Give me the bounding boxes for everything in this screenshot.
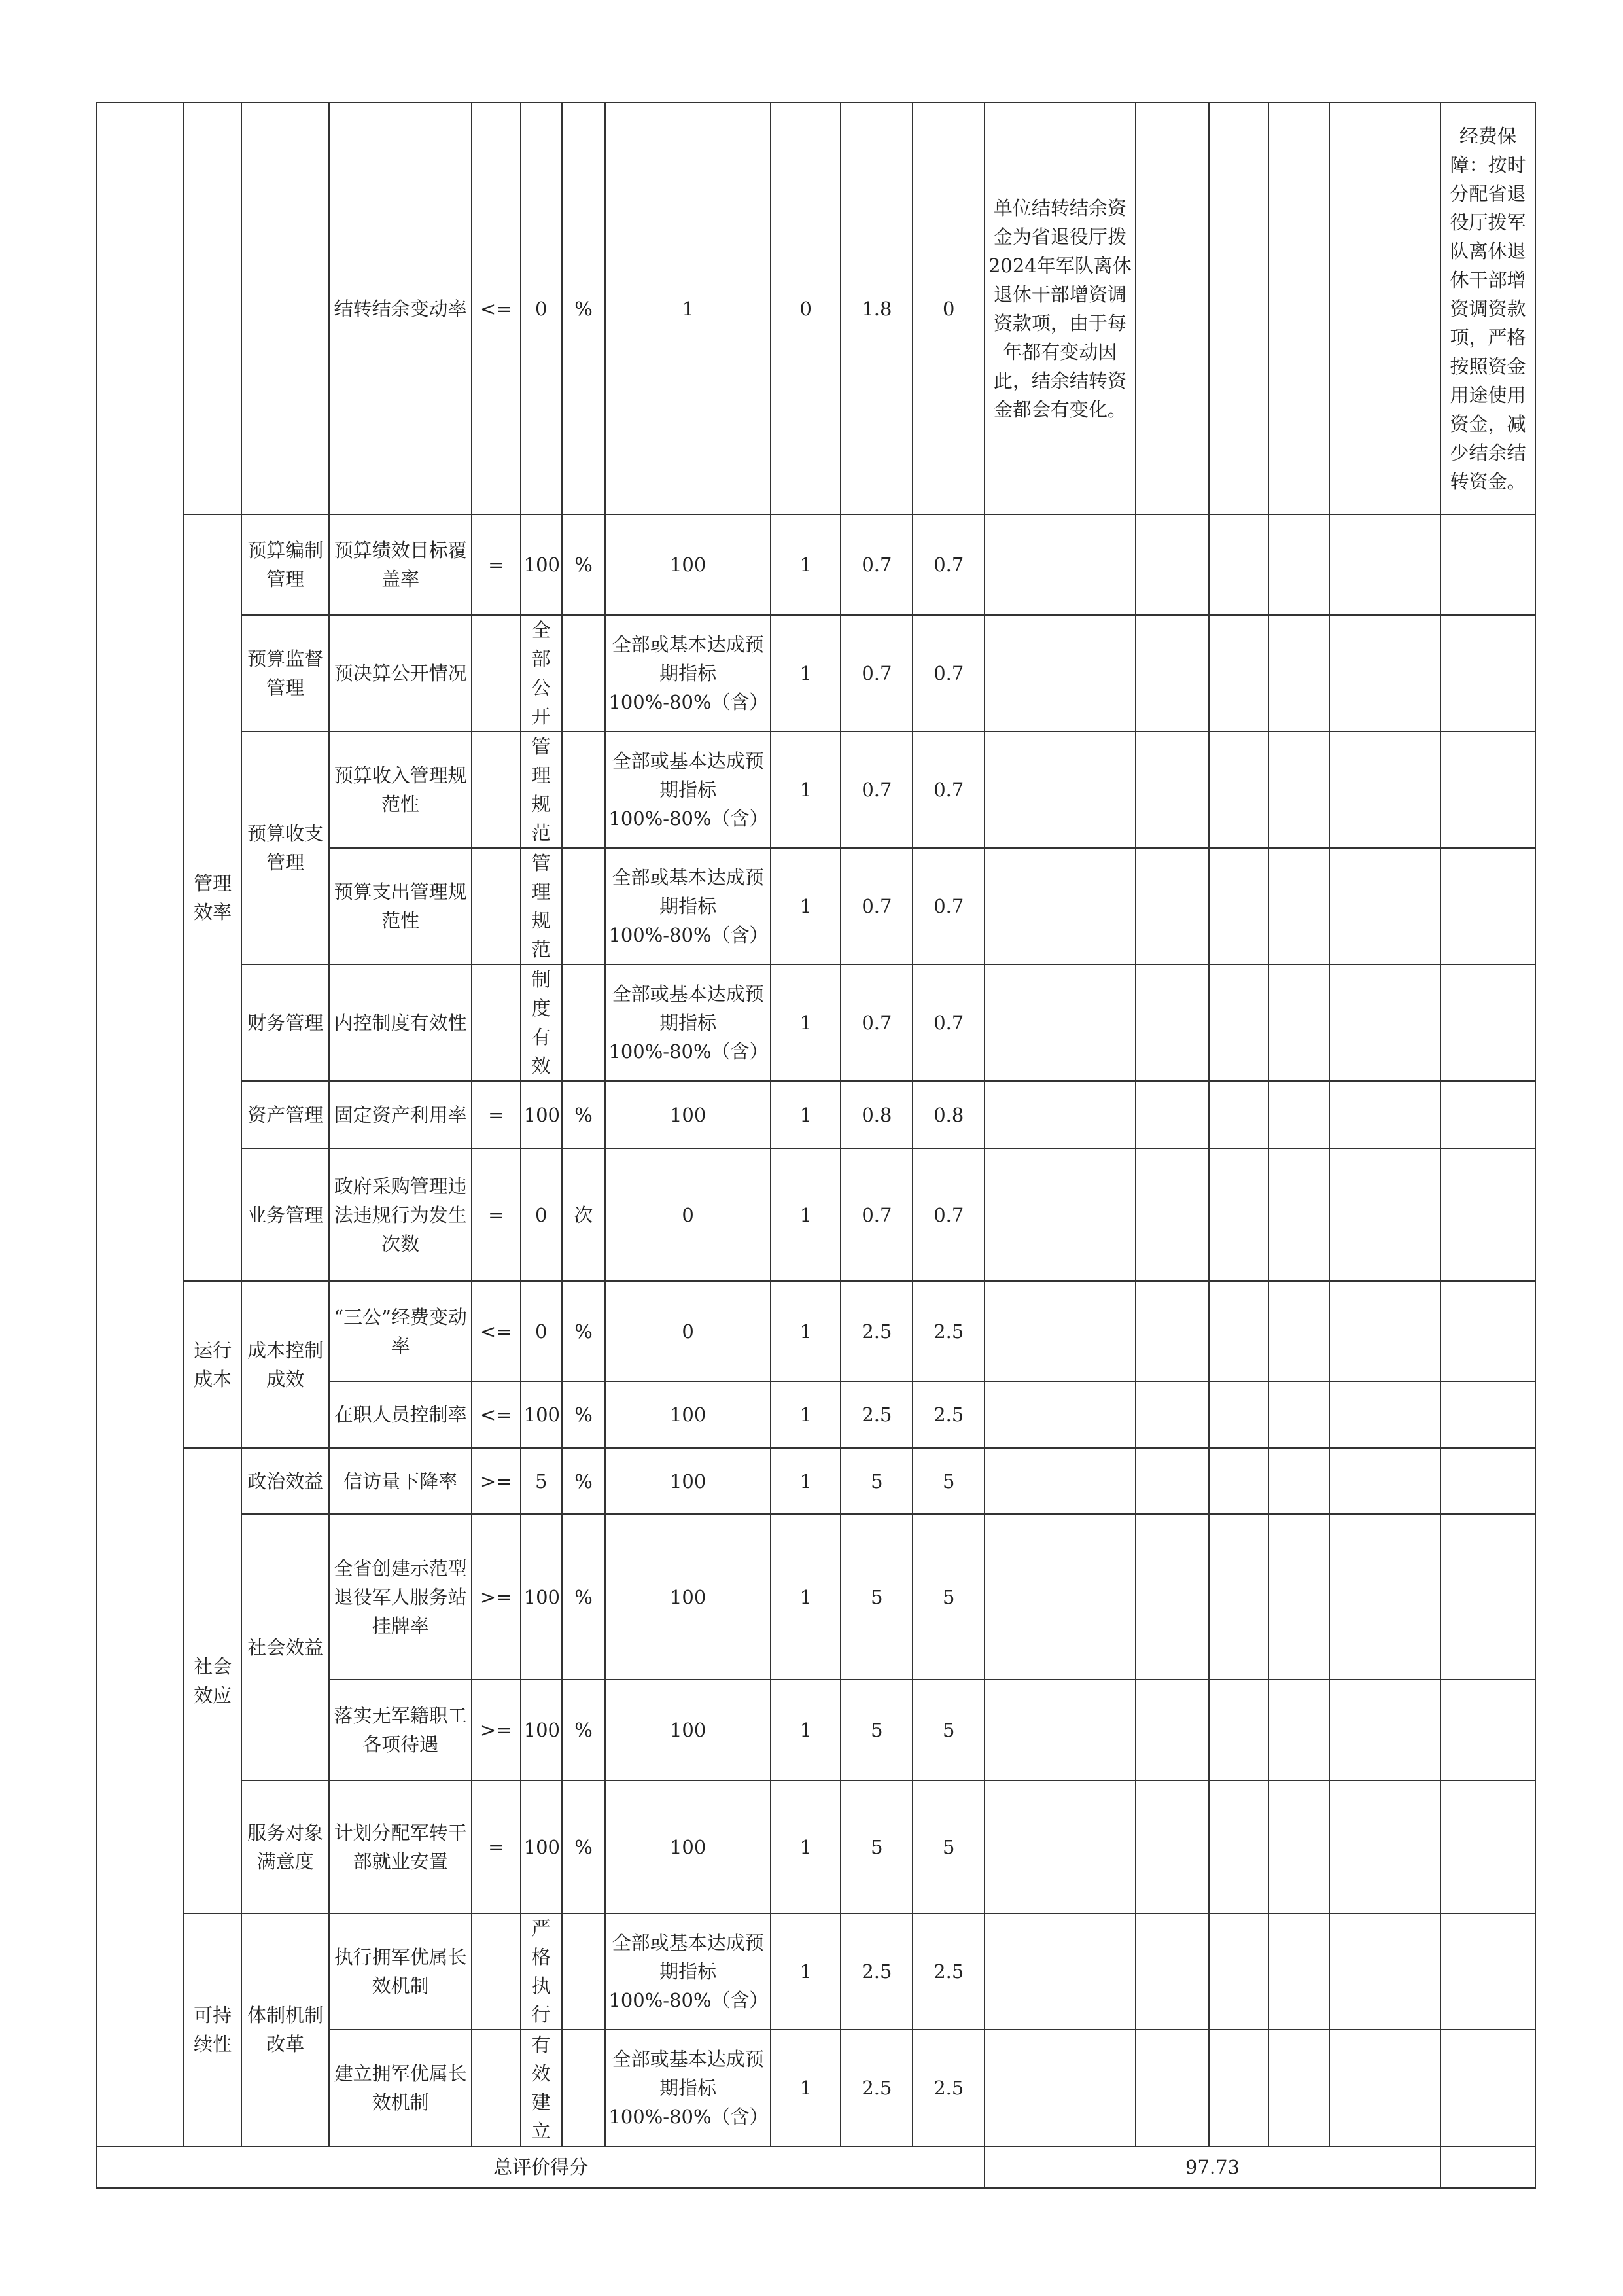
deviation-reason: 单位结转结余资金为省退役厅拨2024年军队离休退休干部增资调资款项，由于每年都有变动因此，结余结转资金都会有变化。 [985,103,1135,514]
indicator-name: 内控制度有效性 [329,964,471,1081]
group-label-social: 社会效应 [184,1448,241,1913]
table-row [97,1514,1535,1680]
actual-cell: 1.8 [841,103,913,514]
weight-cell: 0 [771,103,841,514]
score-standard: 0 [605,1148,771,1281]
target-value: 0 [521,1281,562,1381]
unit-cell: % [562,1281,606,1381]
table-row [97,964,1535,1081]
actual-cell: 0.7 [841,848,913,964]
indicator-name: 执行拥军优属长效机制 [329,1913,471,2030]
score-standard: 100 [605,1514,771,1680]
actual-cell: 0.8 [841,1081,913,1148]
table-row [97,1448,1535,1514]
target-value: 严格执行 [521,1913,562,2030]
unit-cell: % [562,1514,606,1680]
indicator-name: 预决算公开情况 [329,615,471,732]
score-got-cell: 5 [913,1514,985,1680]
indicator-name: 预算收入管理规范性 [329,732,471,848]
score-got-cell: 0.7 [913,615,985,732]
unit-cell: % [562,1448,606,1514]
score-standard: 0 [605,1281,771,1381]
operator-cell: <= [472,1381,521,1448]
operator-cell: = [472,514,521,615]
score-got-cell: 0.7 [913,964,985,1081]
group-label-management: 管理效率 [184,514,241,1281]
weight-cell: 1 [771,848,841,964]
unit-cell: % [562,514,606,615]
weight-cell: 1 [771,1780,841,1913]
target-value: 100 [521,514,562,615]
unit-cell: % [562,1381,606,1448]
table-row [97,732,1535,848]
indicator-name: 信访量下降率 [329,1448,471,1514]
unit-cell: % [562,1780,606,1913]
actual-cell: 0.7 [841,964,913,1081]
level3-cell [241,103,329,514]
operator-cell: = [472,1780,521,1913]
unit-cell: 次 [562,1148,606,1281]
weight-cell: 1 [771,1448,841,1514]
actual-cell: 5 [841,1514,913,1680]
indicator-name: 结转结余变动率 [329,103,471,514]
score-got-cell: 2.5 [913,1913,985,2030]
target-value: 5 [521,1448,562,1514]
weight-cell: 1 [771,1514,841,1680]
indicator-name: 政府采购管理违法违规行为发生次数 [329,1148,471,1281]
actual-cell: 5 [841,1680,913,1780]
weight-cell: 1 [771,1281,841,1381]
score-standard: 全部或基本达成预期指标100%-80%（含） [605,2030,771,2146]
operator-cell: >= [472,1514,521,1680]
unit-cell: % [562,1081,606,1148]
weight-cell: 1 [771,1680,841,1780]
actual-cell: 2.5 [841,2030,913,2146]
level3-cell: 体制机制改革 [241,1913,329,2146]
table-row [97,103,1535,514]
target-value: 0 [521,103,562,514]
score-got-cell: 2.5 [913,2030,985,2146]
table-row [97,1780,1535,1913]
indicator-name: 全省创建示范型退役军人服务站挂牌率 [329,1514,471,1680]
actual-cell: 2.5 [841,1913,913,2030]
level3-cell: 预算监督管理 [241,615,329,732]
target-value: 100 [521,1514,562,1680]
weight-cell: 1 [771,514,841,615]
operator-cell: >= [472,1680,521,1780]
target-value: 有效建立 [521,2030,562,2146]
total-row [97,2146,1535,2188]
weight-cell: 1 [771,1148,841,1281]
operator-cell: = [472,1081,521,1148]
target-value: 100 [521,1780,562,1913]
score-got-cell: 2.5 [913,1381,985,1448]
level3-cell: 业务管理 [241,1148,329,1281]
indicator-name: 落实无军籍职工各项待遇 [329,1680,471,1780]
indicator-name: 预算支出管理规范性 [329,848,471,964]
score-standard: 1 [605,103,771,514]
operator-cell: <= [472,1281,521,1381]
score-standard: 100 [605,1780,771,1913]
score-standard: 全部或基本达成预期指标100%-80%（含） [605,615,771,732]
score-standard: 全部或基本达成预期指标100%-80%（含） [605,1913,771,2030]
score-got-cell: 0.8 [913,1081,985,1148]
score-standard: 100 [605,1680,771,1780]
level3-cell: 财务管理 [241,964,329,1081]
actual-cell: 5 [841,1448,913,1514]
operator-cell: >= [472,1448,521,1514]
level1-cell [97,103,184,2146]
target-value: 管理规范 [521,732,562,848]
level3-cell: 成本控制成效 [241,1281,329,1448]
level3-cell: 资产管理 [241,1081,329,1148]
group-label-operation: 运行成本 [184,1281,241,1448]
table-row [97,1081,1535,1148]
actual-cell: 0.7 [841,1148,913,1281]
level3-cell: 社会效益 [241,1514,329,1780]
level2-cell [184,103,241,514]
actual-cell: 2.5 [841,1281,913,1381]
actual-cell: 0.7 [841,615,913,732]
target-value: 100 [521,1081,562,1148]
score-standard: 100 [605,1448,771,1514]
target-value: 100 [521,1680,562,1780]
score-standard: 100 [605,1381,771,1448]
level3-cell: 政治效益 [241,1448,329,1514]
weight-cell: 1 [771,964,841,1081]
table-row [97,1913,1535,2030]
actual-cell: 5 [841,1780,913,1913]
score-got-cell: 0.7 [913,732,985,848]
table-row [97,615,1535,732]
score-standard: 全部或基本达成预期指标100%-80%（含） [605,964,771,1081]
score-standard: 100 [605,1081,771,1148]
level3-cell: 预算收支管理 [241,732,329,964]
unit-cell: % [562,103,606,514]
target-value: 管理规范 [521,848,562,964]
score-got-cell: 0.7 [913,514,985,615]
indicator-name: 预算绩效目标覆盖率 [329,514,471,615]
indicator-name: “三公”经费变动率 [329,1281,471,1381]
score-standard: 100 [605,514,771,615]
indicator-name: 在职人员控制率 [329,1381,471,1448]
table-row [97,514,1535,615]
score-standard: 全部或基本达成预期指标100%-80%（含） [605,848,771,964]
operator-cell: <= [472,103,521,514]
score-got-cell: 2.5 [913,1281,985,1381]
weight-cell: 1 [771,1381,841,1448]
score-standard: 全部或基本达成预期指标100%-80%（含） [605,732,771,848]
score-got-cell: 5 [913,1680,985,1780]
total-score-value: 97.73 [985,2146,1440,2188]
target-value: 制度有效 [521,964,562,1081]
operator-cell: = [472,1148,521,1281]
actual-cell: 0.7 [841,514,913,615]
weight-cell: 1 [771,1913,841,2030]
improvement-measure: 经费保障：按时分配省退役厅拨军队离休退休干部增资调资款项，严格按照资金用途使用资金，减少结余结转资金。 [1440,103,1535,514]
score-got-cell: 5 [913,1780,985,1913]
actual-cell: 0.7 [841,732,913,848]
group-label-sustain: 可持续性 [184,1913,241,2146]
unit-cell: % [562,1680,606,1780]
score-got-cell: 0.7 [913,848,985,964]
level3-cell: 预算编制管理 [241,514,329,615]
table-row [97,1281,1535,1381]
table-row [97,1148,1535,1281]
score-got-cell: 0 [913,103,985,514]
score-got-cell: 0.7 [913,1148,985,1281]
level3-cell: 服务对象满意度 [241,1780,329,1913]
indicator-name: 计划分配军转干部就业安置 [329,1780,471,1913]
target-value: 0 [521,1148,562,1281]
total-score-label: 总评价得分 [97,2146,985,2188]
evaluation-table [96,102,1536,2189]
actual-cell: 2.5 [841,1381,913,1448]
indicator-name: 建立拥军优属长效机制 [329,2030,471,2146]
weight-cell: 1 [771,615,841,732]
weight-cell: 1 [771,2030,841,2146]
target-value: 100 [521,1381,562,1448]
score-got-cell: 5 [913,1448,985,1514]
target-value: 全部公开 [521,615,562,732]
indicator-name: 固定资产利用率 [329,1081,471,1148]
weight-cell: 1 [771,1081,841,1148]
weight-cell: 1 [771,732,841,848]
